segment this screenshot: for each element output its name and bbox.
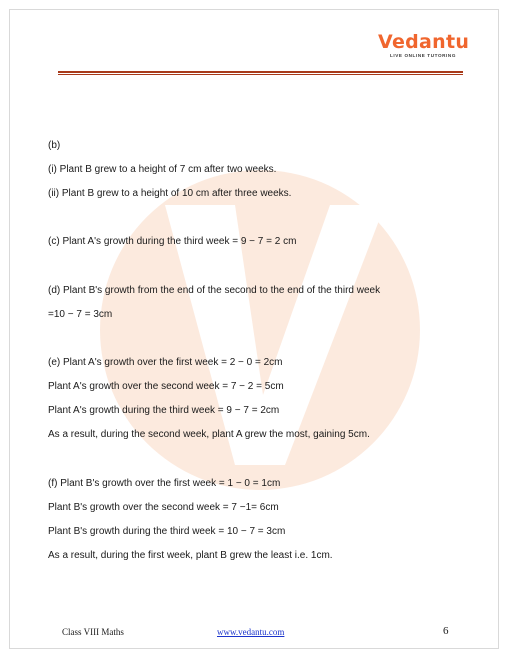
page-number: 6 xyxy=(443,625,449,637)
answer-c: (c) Plant A's growth during the third week = 9 − 7 = 2 cm xyxy=(48,236,297,247)
answer-d-calc: =10 − 7 = 3cm xyxy=(48,309,113,320)
logo-brand-text: Vedantu xyxy=(378,31,470,53)
vedantu-logo xyxy=(378,32,468,58)
answer-e-first-week: (e) Plant A's growth over the first week = 2 − 0 = 2cm xyxy=(48,357,283,368)
answer-e-result: As a result, during the second week, plant A grew the most, gaining 5cm. xyxy=(48,429,370,440)
answer-b-i: (i) Plant B grew to a height of 7 cm after two weeks. xyxy=(48,164,277,175)
answer-e-third-week: Plant A's growth during the third week = 9 − 7 = 2cm xyxy=(48,405,280,416)
answer-f-result: As a result, during the first week, plant B grew the least i.e. 1cm. xyxy=(48,550,333,561)
answer-d: (d) Plant B's growth from the end of the second to the end of the third week xyxy=(48,285,381,296)
footer-class-label: Class VIII Maths xyxy=(62,627,124,637)
part-label: (b) xyxy=(48,140,61,151)
answer-e-second-week: Plant A's growth over the second week = 7 − 2 = 5cm xyxy=(48,381,284,392)
logo-tagline: LIVE ONLINE TUTORING xyxy=(389,53,457,58)
answer-f-first-week: (f) Plant B's growth over the first week = 1 − 0 = 1cm xyxy=(48,478,281,489)
answer-f-third-week: Plant B's growth during the third week = 10 − 7 = 3cm xyxy=(48,526,286,537)
answer-f-second-week: Plant B's growth over the second week = 7 −1= 6cm xyxy=(48,502,279,513)
header-rule xyxy=(58,71,463,75)
footer-website-link[interactable]: www.vedantu.com xyxy=(217,627,285,637)
answer-b-ii: (ii) Plant B grew to a height of 10 cm after three weeks. xyxy=(48,188,292,199)
